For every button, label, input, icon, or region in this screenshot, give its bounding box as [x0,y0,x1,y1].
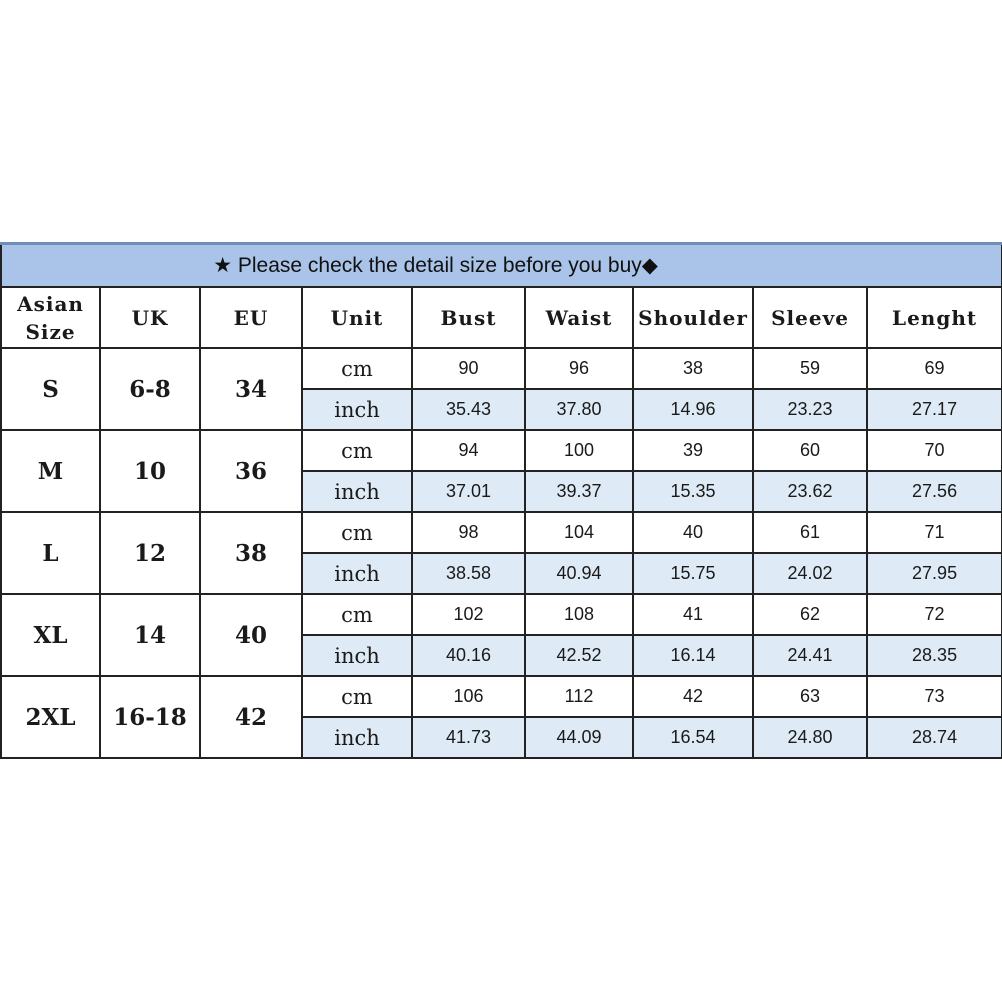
uk-size: 12 [100,512,200,594]
shoulder-inch-value: 15.35 [633,471,753,512]
unit-inch: inch [302,553,412,594]
uk-size: 10 [100,430,200,512]
sleeve-cm-value: 62 [753,594,867,635]
uk-size: 6-8 [100,348,200,430]
size-row-cm [1,512,1002,553]
waist-inch-value: 37.80 [525,389,633,430]
sleeve-cm-value: 59 [753,348,867,389]
eu-size: 36 [200,430,302,512]
size-row-cm [1,594,1002,635]
shoulder-inch-value: 15.75 [633,553,753,594]
length-cm-value: 71 [867,512,1002,553]
size-label: S [1,348,100,430]
length-inch-value: 28.35 [867,635,1002,676]
waist-cm-value: 96 [525,348,633,389]
header-asian-size [1,287,100,348]
shoulder-cm-value: 42 [633,676,753,717]
header-bust: Bust [412,287,525,348]
waist-inch-value: 42.52 [525,635,633,676]
header-asian-size-line2: Size [25,319,76,344]
header-unit: Unit [302,287,412,348]
length-inch-value: 27.95 [867,553,1002,594]
header-uk: UK [100,287,200,348]
shoulder-cm-value: 40 [633,512,753,553]
sleeve-inch-value: 24.02 [753,553,867,594]
bust-inch-value: 37.01 [412,471,525,512]
shoulder-inch-value: 16.54 [633,717,753,758]
header-eu: EU [200,287,302,348]
sleeve-inch-value: 23.62 [753,471,867,512]
shoulder-cm-value: 41 [633,594,753,635]
bust-inch-value: 41.73 [412,717,525,758]
banner-notice [1,244,1002,288]
shoulder-cm-value: 38 [633,348,753,389]
eu-size: 38 [200,512,302,594]
waist-inch-value: 39.37 [525,471,633,512]
length-inch-value: 27.56 [867,471,1002,512]
size-chart-table [0,242,1002,759]
unit-inch: inch [302,389,412,430]
length-cm-value: 73 [867,676,1002,717]
bust-cm-value: 98 [412,512,525,553]
sleeve-cm-value: 61 [753,512,867,553]
bust-cm-value: 94 [412,430,525,471]
unit-cm: cm [302,594,412,635]
waist-cm-value: 100 [525,430,633,471]
header-shoulder: Shoulder [633,287,753,348]
waist-cm-value: 104 [525,512,633,553]
unit-inch: inch [302,635,412,676]
size-row-cm [1,676,1002,717]
length-cm-value: 72 [867,594,1002,635]
header-length: Lenght [867,287,1002,348]
size-label: XL [1,594,100,676]
length-cm-value: 69 [867,348,1002,389]
sleeve-inch-value: 24.41 [753,635,867,676]
unit-cm: cm [302,676,412,717]
waist-cm-value: 108 [525,594,633,635]
sleeve-inch-value: 24.80 [753,717,867,758]
eu-size: 34 [200,348,302,430]
bust-cm-value: 102 [412,594,525,635]
size-label: L [1,512,100,594]
header-waist: Waist [525,287,633,348]
bust-inch-value: 35.43 [412,389,525,430]
sleeve-cm-value: 60 [753,430,867,471]
length-inch-value: 28.74 [867,717,1002,758]
uk-size: 14 [100,594,200,676]
header-row [1,287,1002,348]
eu-size: 40 [200,594,302,676]
length-inch-value: 27.17 [867,389,1002,430]
sleeve-inch-value: 23.23 [753,389,867,430]
bust-inch-value: 40.16 [412,635,525,676]
waist-cm-value: 112 [525,676,633,717]
waist-inch-value: 44.09 [525,717,633,758]
shoulder-inch-value: 16.14 [633,635,753,676]
unit-cm: cm [302,512,412,553]
eu-size: 42 [200,676,302,758]
bust-inch-value: 38.58 [412,553,525,594]
unit-inch: inch [302,717,412,758]
header-asian-size-line1: Asian [17,291,84,316]
unit-cm: cm [302,348,412,389]
bust-cm-value: 90 [412,348,525,389]
waist-inch-value: 40.94 [525,553,633,594]
uk-size: 16-18 [100,676,200,758]
unit-inch: inch [302,471,412,512]
size-label: 2XL [1,676,100,758]
banner-text: ★ Please check the detail size before you buy◆ [213,254,658,277]
shoulder-cm-value: 39 [633,430,753,471]
size-row-cm [1,430,1002,471]
size-label: M [1,430,100,512]
sleeve-cm-value: 63 [753,676,867,717]
unit-cm: cm [302,430,412,471]
shoulder-inch-value: 14.96 [633,389,753,430]
length-cm-value: 70 [867,430,1002,471]
bust-cm-value: 106 [412,676,525,717]
size-row-cm [1,348,1002,389]
header-sleeve: Sleeve [753,287,867,348]
